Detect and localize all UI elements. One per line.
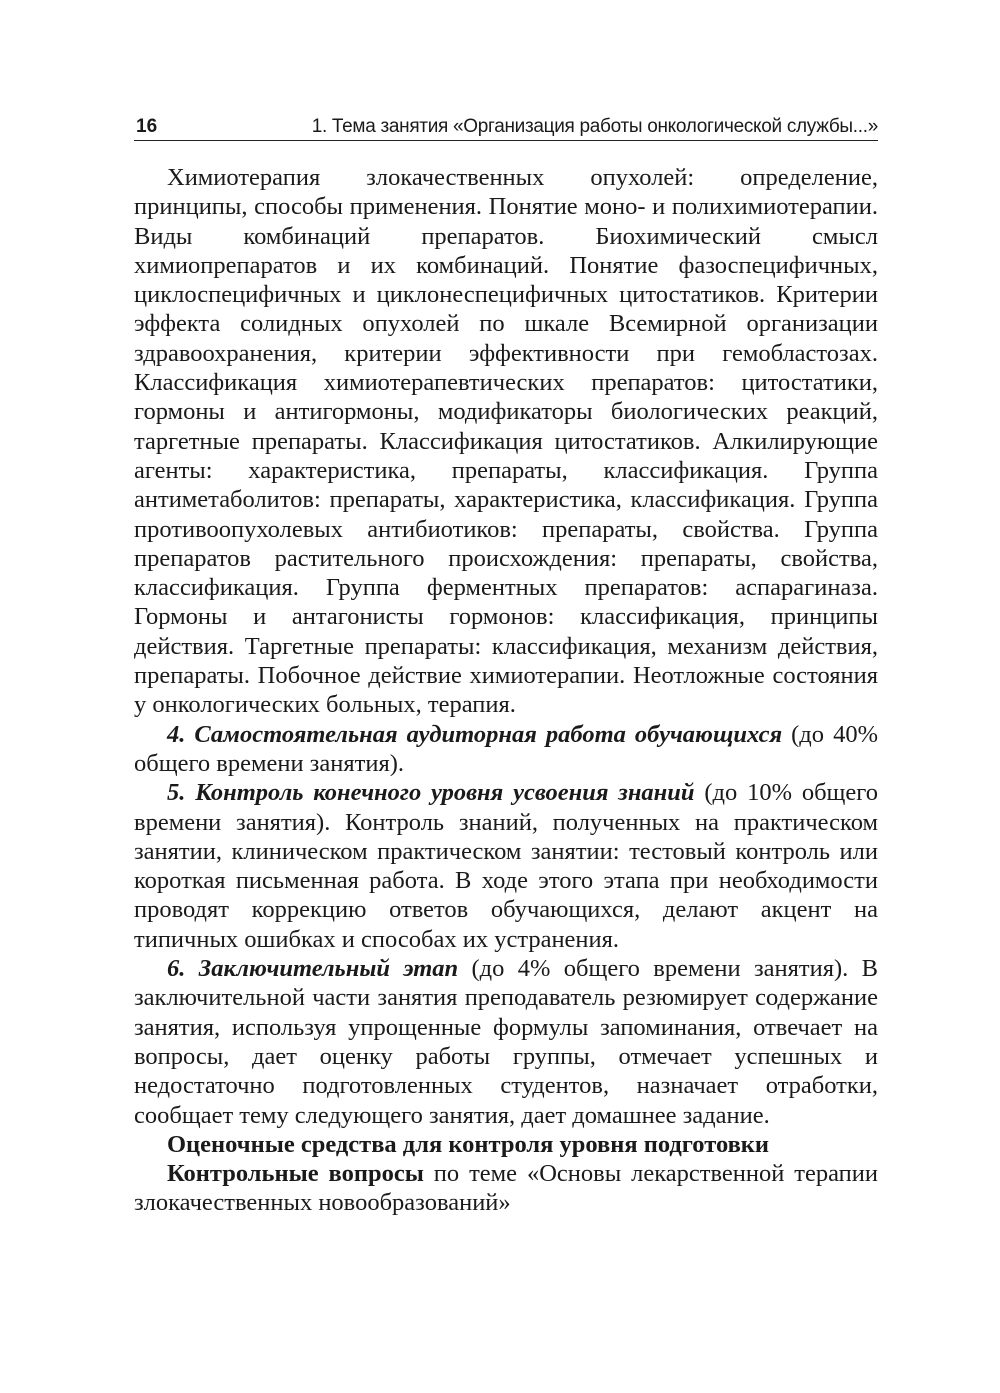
- paragraph-stage-4: [134, 720, 878, 779]
- paragraph-stage-6: [134, 954, 878, 1130]
- page-number: 16: [136, 116, 158, 137]
- stage-4-title: 4. Самостоятельная аудиторная работа обучающихся: [167, 720, 783, 748]
- stage-6-title: 6. Заключительный этап: [167, 955, 459, 983]
- stage-5-text: (до 10% общего времени занятия). Контроль знаний, полученных на практическом занятии, клиническом практическом занятии: тестовый контроль или короткая письменная работа. В ходе этого этапа при необходимости проводят коррекцию ответов обучающихся, делают акцент на типичных ошибках и способах их устранения.: [134, 779, 878, 953]
- paragraph-stage-5: [134, 778, 878, 954]
- paragraph-chemotherapy-topics: Химиотерапия злокачественных опухолей: определение, принципы, способы применения. Понятие моно- и полихимиотерапии. Виды комбинаций препаратов. Биохимический смысл химиопрепаратов и их комбинаций. Понятие фазоспецифичных, циклоспецифичных и циклонеспецифичных цитостатиков. Критерии эффекта солидных опухолей по шкале Всемирной организации здравоохранения, критерии эффективности при гемобластозах. Классификация химиотерапевтических препаратов: цитостатики, гормоны и антигормоны, модификаторы биологических реакций, таргетные препараты. Классификация цитостатиков. Алкилирующие агенты: характеристика, препараты, классификация. Группа антиметаболитов: препараты, характеристика, классификация. Группа противоопухолевых антибиотиков: препараты, свойства. Группа препаратов растительного происхождения: препараты, свойства, классификация. Группа ферментных препаратов: аспарагиназа. Гормоны и антагонисты гормонов: классификация, принципы действия. Таргетные препараты: классификация, механизм действия, препараты. Побочное действие химиотерапии. Неотложные состояния у онкологических больных, терапия.: [134, 164, 878, 719]
- section-heading: Оценочные средства для контроля уровня подготовки: [167, 1130, 770, 1158]
- running-head-title: 1. Тема занятия «Организация работы онкологической службы...»: [311, 116, 878, 137]
- stage-6-text: (до 4% общего времени занятия). В заключительной части занятия преподаватель резюмирует содержание занятия, используя упрощенные формулы запоминания, отвечает на вопросы, дает оценку работы группы, отмечает успешных и недостаточно подготовленных студентов, назначает отработки, сообщает тему следующего занятия, дает домашнее задание.: [134, 955, 878, 1129]
- stage-4-text: (до 40% общего времени занятия).: [134, 720, 878, 777]
- control-questions-label: Контрольные вопросы: [167, 1160, 424, 1188]
- control-questions-text: по теме «Основы лекарственной терапии злокачественных новообразований»: [134, 1160, 878, 1217]
- page-body: [134, 163, 878, 1218]
- book-page: [134, 110, 878, 1218]
- stage-5-title: 5. Контроль конечного уровня усвоения знаний: [167, 779, 695, 807]
- running-head: [134, 110, 878, 141]
- paragraph-control-questions: [134, 1159, 878, 1218]
